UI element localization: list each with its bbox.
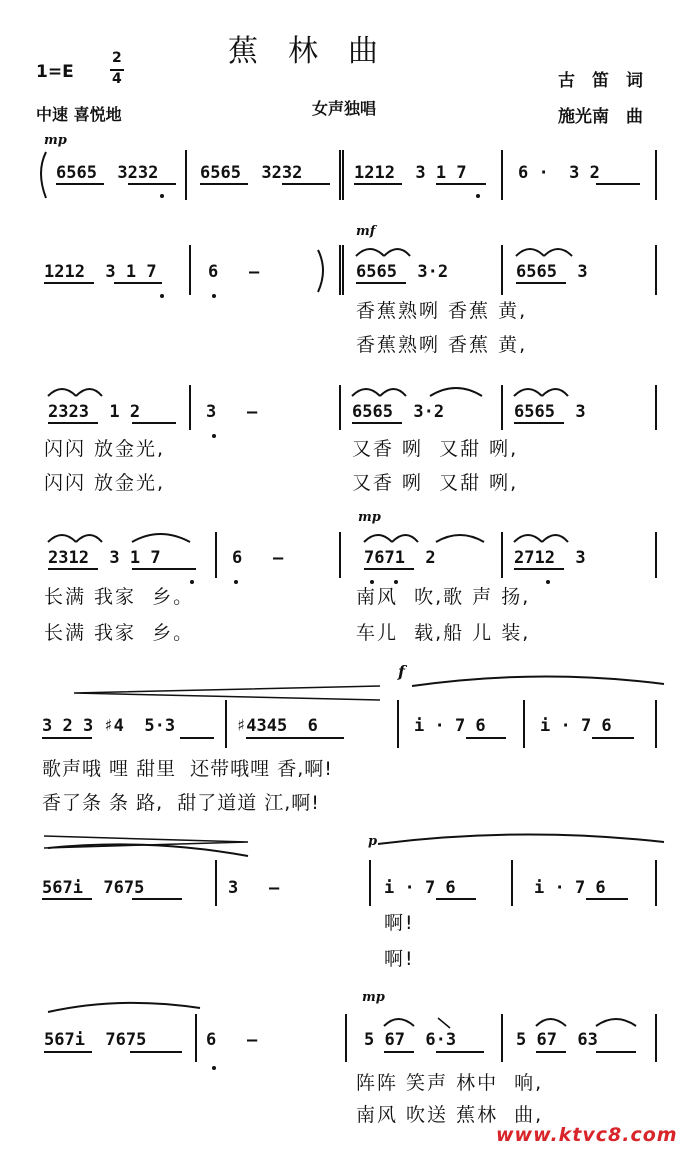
slur (542, 389, 568, 396)
slur (48, 389, 76, 396)
octave-dot (212, 294, 216, 298)
octave-dot (160, 294, 164, 298)
slur (542, 535, 568, 542)
measure-notes: i · 7 6 (534, 878, 606, 898)
slur (596, 1019, 636, 1026)
lyric-line: 长满 我家 乡。 (44, 622, 195, 644)
dynamic-mark: mp (362, 990, 385, 1005)
lyric-line: 啊! (384, 948, 415, 970)
dynamic-mark: p (368, 834, 378, 849)
slur (356, 249, 384, 256)
slur (384, 1019, 414, 1026)
lyric-line: 又香 咧 又甜 咧, (352, 472, 519, 494)
slur (430, 388, 482, 396)
slur (536, 1019, 566, 1026)
dynamic-mark: mp (358, 510, 381, 525)
lyric-line: 南风 吹送 蕉林 曲, (356, 1104, 544, 1126)
measure-notes: 2312 3 1 7 (48, 548, 161, 568)
measure-notes: ♯4345 6 (236, 716, 318, 736)
measure-notes: 3 2 3 ♯4 5·3 (42, 716, 176, 736)
time-signature-bottom: 4 (112, 71, 122, 87)
octave-dot (234, 580, 238, 584)
measure-notes: 6565 3 (516, 262, 588, 282)
lyric-line: 车儿 载,船 儿 装, (356, 622, 531, 644)
measure-notes: 6565 3232 (56, 163, 159, 183)
lyric-line: 啊! (384, 912, 415, 934)
repeat-bracket (318, 250, 323, 292)
measure-notes: 6 — (208, 262, 260, 282)
measure-notes: 6 — (206, 1030, 258, 1050)
octave-dot (212, 1066, 216, 1070)
lyric-line: 长满 我家 乡。 (44, 586, 195, 608)
slur (48, 535, 76, 542)
lyric-line: 闪闪 放金光, (44, 472, 166, 494)
slur (352, 389, 380, 396)
lyric-line: 香蕉熟咧 香蕉 黄, (356, 300, 528, 322)
lyric-line: 香蕉熟咧 香蕉 黄, (356, 334, 528, 356)
measure-notes: 2323 1 2 (48, 402, 141, 422)
slur (76, 389, 102, 396)
key-signature: 1=E (36, 62, 74, 82)
crescendo-hairpin (74, 686, 380, 700)
slur (364, 535, 392, 542)
slur (380, 389, 406, 396)
lyric-line: 歌声哦 哩 甜里 还带哦哩 香,啊! (42, 758, 333, 780)
measure-notes: 7671 2 (364, 548, 436, 568)
lyric-line: 阵阵 笑声 林中 响, (356, 1072, 544, 1094)
breath-mark (438, 1018, 450, 1028)
time-signature-top: 2 (112, 50, 122, 66)
lyricist-credit: 古 笛 词 (558, 71, 643, 91)
song-title: 蕉 林 曲 (228, 34, 378, 69)
measure-notes: 6 · 3 2 (518, 163, 600, 183)
measure-notes: i · 7 6 (414, 716, 486, 736)
octave-dot (160, 194, 164, 198)
dynamic-mark: mf (356, 224, 376, 239)
composer-credit: 施光南 曲 (558, 107, 643, 127)
slur (514, 535, 542, 542)
performance-note: 女声独唱 (312, 99, 377, 118)
octave-dot (546, 580, 550, 584)
measure-notes: 3 — (228, 878, 280, 898)
slur (412, 676, 664, 686)
measure-notes: 567i 7675 (44, 1030, 147, 1050)
measure-notes: 6565 3232 (200, 163, 303, 183)
octave-dot (394, 580, 398, 584)
lyric-line: 又香 咧 又甜 咧, (352, 438, 519, 460)
dynamic-mark: mp (44, 133, 67, 148)
measure-notes: 5 67 63 (516, 1030, 598, 1050)
repeat-bracket (41, 152, 46, 198)
slur (378, 834, 664, 844)
slur (392, 535, 418, 542)
dynamic-mark: f (398, 662, 405, 681)
slur (132, 534, 190, 542)
octave-dot (190, 580, 194, 584)
lyric-line: 闪闪 放金光, (44, 438, 166, 460)
measure-notes: 5 67 6·3 (364, 1030, 457, 1050)
slur (514, 389, 542, 396)
tempo-marking: 中速 喜悦地 (36, 105, 122, 124)
slur (384, 249, 410, 256)
measure-notes: 2712 3 (514, 548, 586, 568)
measure-notes: 3 — (206, 402, 258, 422)
slur (76, 535, 102, 542)
slur (544, 249, 572, 256)
measure-notes: 6 — (232, 548, 284, 568)
measure-notes: 6565 3·2 (352, 402, 445, 422)
measure-notes: 6565 3 (514, 402, 586, 422)
measure-notes: 1212 3 1 7 (354, 163, 467, 183)
slur (516, 249, 544, 256)
measure-notes: i · 7 6 (384, 878, 456, 898)
octave-dot (476, 194, 480, 198)
slur (48, 844, 248, 856)
octave-dot (370, 580, 374, 584)
measure-notes: 567i 7675 (42, 878, 145, 898)
lyric-line: 香了条 条 路, 甜了道道 江,啊! (42, 792, 320, 814)
measure-notes: i · 7 6 (540, 716, 612, 736)
measure-notes: 6565 3·2 (356, 262, 449, 282)
slur (48, 1003, 200, 1012)
measure-notes: 1212 3 1 7 (44, 262, 157, 282)
watermark-url: www.ktvc8.com (496, 1124, 678, 1146)
octave-dot (212, 434, 216, 438)
slur (436, 535, 484, 542)
lyric-line: 南风 吹,歌 声 扬, (356, 586, 531, 608)
